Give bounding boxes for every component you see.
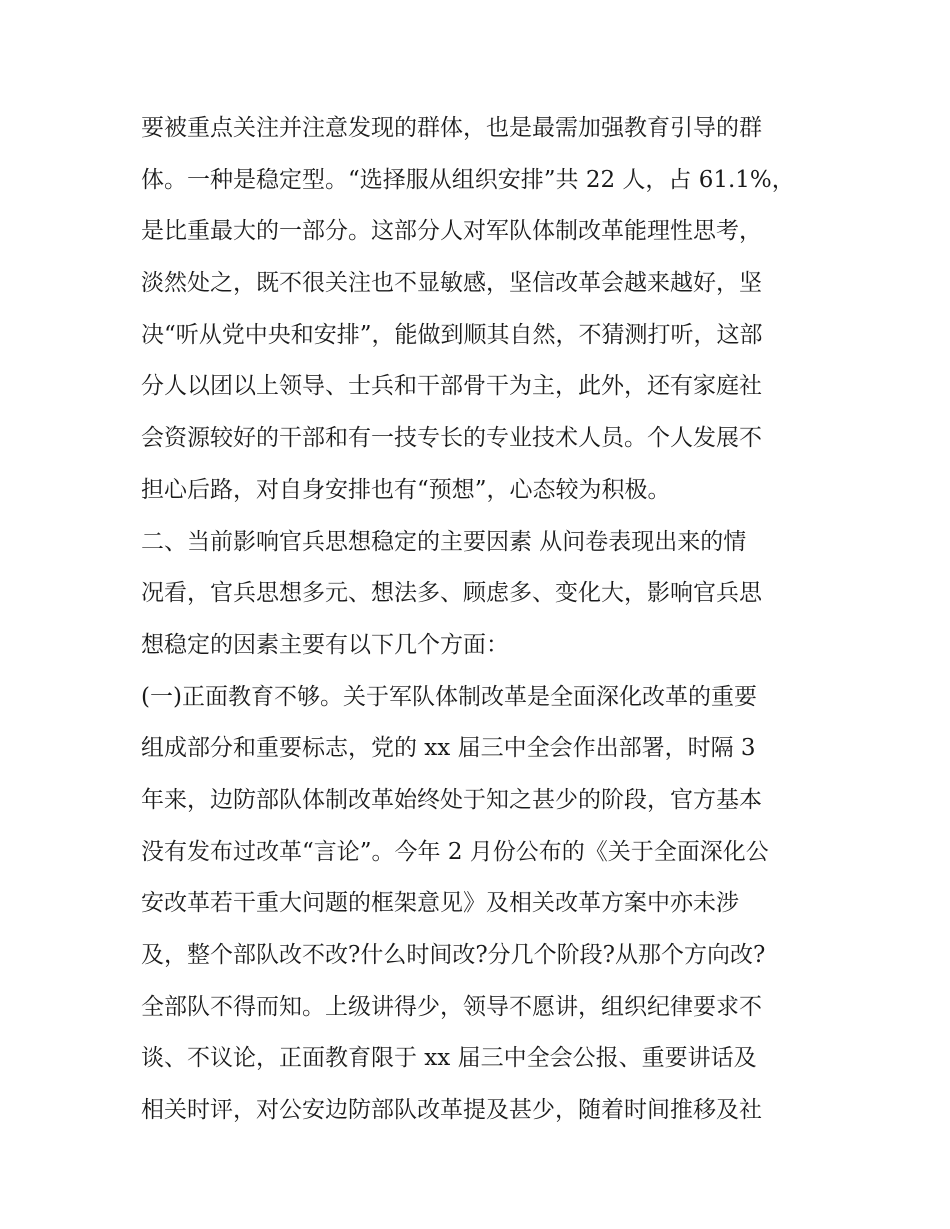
text-line-4: 淡然处之，既不很关注也不显敏感，坚信改革会越来越好，坚 — [141, 270, 762, 297]
document-body — [141, 103, 831, 1137]
section-heading-line: 二、当前影响官兵思想稳定的主要因素 从问卷表现出来的情 — [141, 528, 747, 555]
text-line-19: 谈、不议论，正面教育限于 xx 届三中全会公报、重要讲话及 — [141, 1045, 757, 1072]
text-line-10: 况看，官兵思想多元、想法多、顾虑多、变化大，影响官兵思 — [141, 580, 762, 607]
text-line-7: 会资源较好的干部和有一技专长的专业技术人员。个人发展不 — [141, 425, 762, 452]
text-line-6: 分人以团以上领导、士兵和干部骨干为主，此外，还有家庭社 — [141, 373, 762, 400]
text-line-14: 年来，边防部队体制改革始终处于知之甚少的阶段，官方基本 — [141, 786, 762, 813]
text-line-17: 及，整个部队改不改?什么时间改?分几个阶段?从那个方向改? — [141, 942, 766, 968]
text-line-11: 想稳定的因素主要有以下几个方面： — [141, 631, 509, 658]
text-line-16: 安改革若干重大问题的框架意见》及相关改革方案中亦未涉 — [141, 890, 739, 917]
text-line-2: 体。一种是稳定型。“选择服从组织安排”共 22 人，占 61.1%， — [141, 166, 795, 193]
text-line-5: 决“听从党中央和安排”，能做到顺其自然，不猜测打听，这部 — [141, 321, 763, 348]
text-line-13: 组成部分和重要标志，党的 xx 届三中全会作出部署，时隔 3 — [141, 735, 756, 762]
text-line-1: 要被重点关注并注意发现的群体，也是最需加强教育引导的群 — [141, 115, 762, 141]
text-line-20: 相关时评，对公安边防部队改革提及甚少，随着时间推移及社 — [141, 1097, 762, 1124]
text-line-3: 是比重最大的一部分。这部分人对军队体制改革能理性思考， — [141, 218, 762, 245]
text-line-15: 没有发布过改革“言论”。今年 2 月份公布的《关于全面深化公 — [141, 838, 769, 865]
subsection-heading-line: (一)正面教育不够。关于军队体制改革是全面深化改革的重要 — [141, 683, 757, 710]
text-line-18: 全部队不得而知。上级讲得少，领导不愿讲，组织纪律要求不 — [141, 993, 762, 1020]
text-line-8: 担心后路，对自身安排也有“预想”，心态较为积极。 — [141, 476, 671, 503]
